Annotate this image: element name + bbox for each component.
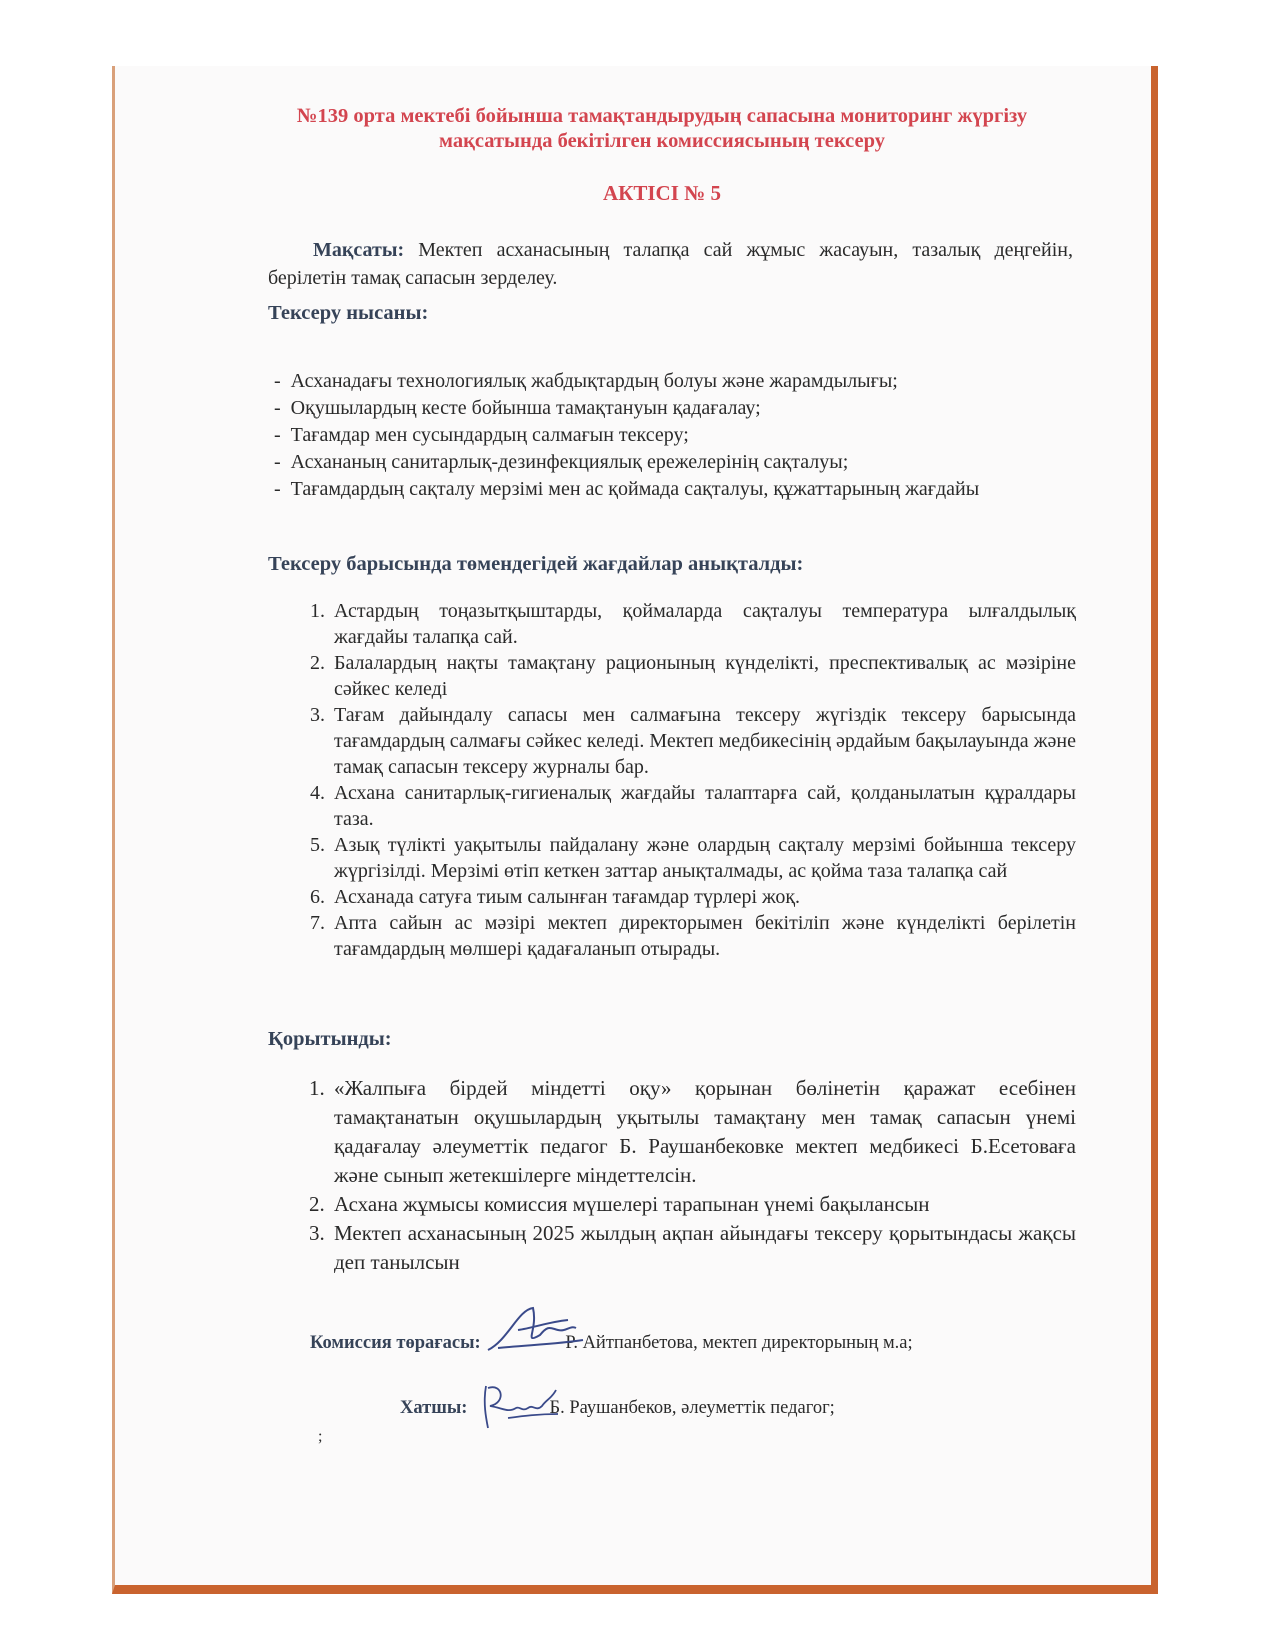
finding-item: 3. Тағам дайындалу сапасы мен салмағына тексеру жүгіздік тексеру барысында тағамдардың салмағы сәйкес келеді. Мектеп медбикесінің әрдайым бақылауында және тамақ сапасын тексеру журналы бар. [330,702,1076,780]
chair-signature [478,1300,588,1360]
object-heading: Тексеру нысаны: [268,302,429,324]
conclusion-item: 3. Мектеп асханасының 2025 жылдың ақпан айындағы тексеру қорытындасы жақсы деп танылсын [330,1219,1076,1277]
chair-name: Р. Айтпанбетова, мектеп директорының м.а; [560,1333,913,1353]
finding-item: 1. Астардың тоңазытқыштарды, қоймаларда сақталуы температура ылғалдылық жағдайы талапқа сай. [330,598,1076,650]
findings-list [296,598,1076,962]
conclusion-item: 1. «Жалпыға бірдей міндетті оқу» қорынан бөлінетін қаражат есебінен тамақтанатын оқушылардың уқытылы тамақтану мен тамақ сапасын үнемі қадағалау әлеуметтік педагог Б. Раушанбековке мектеп медбикесі Б.Есетоваға және сынып жетекшілерге міндеттелсін. [330,1074,1076,1190]
object-item: - Асхананың санитарлық-дезинфекциялық ережелерінің сақталуы; [274,449,1084,476]
chair-role: Комиссия төрағасы: [310,1333,481,1353]
secretary-name: Б. Раушанбеков, әлеуметтік педагог; [549,1398,835,1418]
object-list [274,368,1084,503]
conclusion-heading: Қорытынды: [268,1028,392,1050]
purpose-label: Мақсаты: [313,239,405,261]
finding-item: 2. Балалардың нақты тамақтану рационының күнделікті, преспективалық ас мәзіріне сәйкес келеді [330,650,1076,702]
stray-semicolon: ; [318,1428,323,1445]
finding-item: 6. Асханада сатуға тиым салынған тағамдар түрлері жоқ. [330,884,1076,910]
conclusion-list [296,1074,1076,1277]
object-item: - Тағамдар мен сусындардың салмағын тексеру; [274,422,1084,449]
purpose-paragraph [268,236,1073,292]
purpose-text: Мектеп асханасының талапқа сай жұмыс жасауын, тазалық деңгейін, берілетін тамақ сапасын зерделеу. [268,239,1073,289]
findings-heading: Тексеру барысында төмендегідей жағдайлар анықталды: [268,553,804,575]
secretary-signature-line [400,1398,835,1419]
secretary-signature [478,1378,563,1433]
finding-item: 7. Апта сайын ас мәзірі мектеп директорымен бекітіліп және күнделікті берілетін тағамдардың мөлшері қадағаланып отырады. [330,910,1076,962]
conclusion-item: 2. Асхана жұмысы комиссия мүшелері тарапынан үнемі бақылансын [330,1190,1076,1219]
act-title: АКТІСІ № 5 [602,181,721,205]
document-title: №139 орта мектебі бойынша тамақтандырудың сапасына мониторинг жүргізу мақсатында бекітілген комиссиясының тексеру [296,105,1028,152]
secretary-role: Хатшы: [400,1398,468,1418]
object-item: - Оқушылардың кесте бойынша тамақтануын қадағалау; [274,395,1084,422]
finding-item: 5. Азық түлікті уақытылы пайдалану және олардың сақталу мерзімі бойынша тексеру жүргізілді. Мерзімі өтіп кеткен заттар анықталмады, ас қойма таза талапқа сай [330,832,1076,884]
finding-item: 4. Асхана санитарлық-гигиеналық жағдайы талаптарға сай, қолданылатын құралдары таза. [330,780,1076,832]
chair-signature-line [310,1333,913,1354]
object-item: - Тағамдардың сақталу мерзімі мен ас қоймада сақталуы, құжаттарының жағдайы [274,476,1084,503]
object-item: - Асханадағы технологиялық жабдықтардың болуы және жарамдылығы; [274,368,1084,395]
